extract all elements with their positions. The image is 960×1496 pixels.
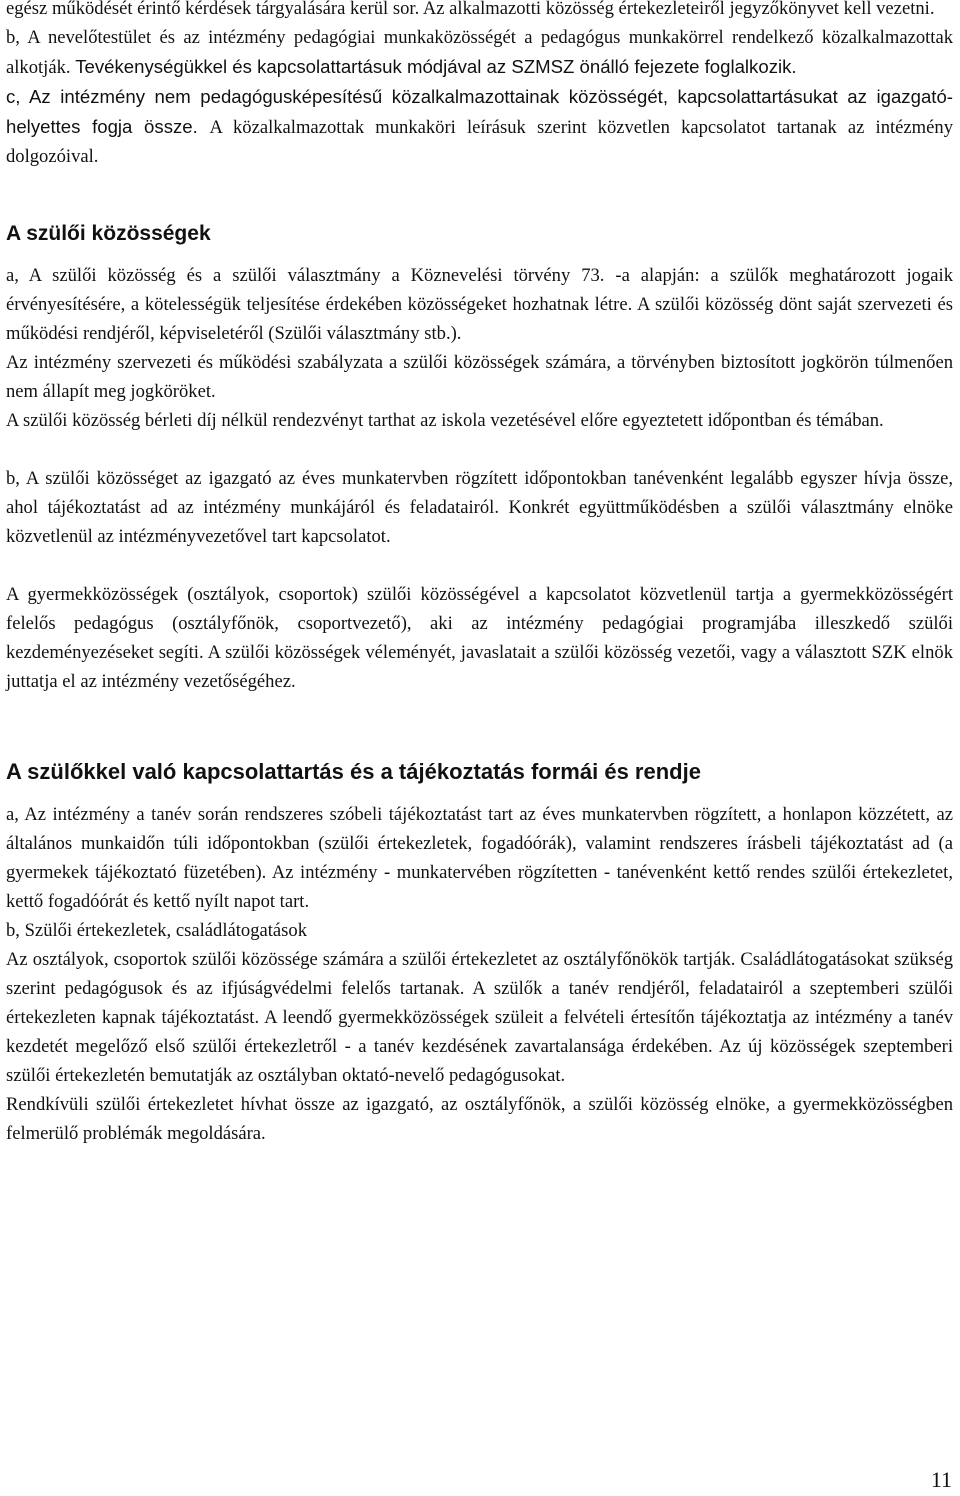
section1-paragraph-4: b, A szülői közösséget az igazgató az éves munkatervben rögzített időpontokban tanévenként legalább egyszer hívja össze, ahol tájékoztatást ad az intézmény munkájáról és feladatairól. Konkrét együttműködésben a szülői választmány elnöke közvetlenül az intézményvezetővel tart kapcsolatot. — [6, 468, 953, 547]
intro-paragraph-3 — [6, 82, 953, 171]
paragraph-gap — [6, 551, 953, 580]
intro-paragraph-2-part-a: b, A nevelőtestület és az intézmény pedagógiai munkaközösségét a pedagógus munkakörrel rendelkező közalkalmazottak alkotják. — [6, 27, 953, 78]
section2-paragraph-3: Az osztályok, csoportok szülői közössége számára a szülői értekezletet az osztályfőnökök tartják. Családlátogatásokat szükség szerint pedagógusok és az ifjúságvédelmi felelős tartanak. A szülők a tanév rendjéről, feladatairól a szeptemberi szülői értekezleten kapnak tájékoztatást. A leendő gyermekközösségek szüleit a felvételi értesítőn tájékoztatja az intézmény a tanév kezdetét megelőző első szülői értekezletről - a tanév kezdésének zavartalansága érdekében. Az új közösségek szeptemberi szülői értekezletén bemutatják az osztályban oktató-nevelő pedagógusokat. — [6, 949, 953, 1086]
section2-paragraph-2: b, Szülői értekezletek, családlátogatások — [6, 920, 307, 941]
section1-paragraph-1-part-b: -a alapján: a szülők meghatározott jogaik érvényesítésére, a kötelességük teljesítése érdekében közösségeket hozhatnak létre. A szülői közösség dönt saját szervezeti és működési rendjéről, képviseletéről (Szülői választmány stb.). — [6, 265, 953, 344]
intro-paragraph-2 — [6, 23, 953, 82]
intro-paragraph-3-part-b: A közalkalmazottak munkaköri leírásuk szerint közvetlen kapcsolatot tartanak az intézmény dolgozóival. — [6, 117, 953, 167]
section2-paragraph-4: Rendkívüli szülői értekezletet hívhat össze az igazgató, az osztályfőnök, a szülői közösség elnöke, a gyermekközösségben felmerülő problémák megoldására. — [6, 1094, 953, 1144]
section1-paragraph-1-part-a: a, A szülői közösség és a szülői választmány a Köznevelési törvény 73. — [6, 265, 616, 286]
section1-paragraph-1 — [6, 261, 953, 348]
section1-paragraph-5: A gyermekközösségek (osztályok, csoportok) szülői közösségével a kapcsolatot közvetlenül tartja a gyermekközösségért felelős pedagógus (osztályfőnök, csoportvezető), aki az intézmény pedagógiai programjába illeszkedő szülői kezdeményezéseket segíti. A szülői közösségek véleményét, javaslatait a szülői közösség vezetői, vagy a választott SZK elnök juttatja el az intézmény vezetőségéhez. — [6, 584, 953, 692]
section1-paragraph-3: A szülői közösség bérleti díj nélkül rendezvényt tarthat az iskola vezetésével előre egyeztetett időpontban és témában. — [6, 410, 884, 431]
section2-paragraph-1: a, Az intézmény a tanév során rendszeres szóbeli tájékoztatást tart az éves munkatervben rögzített, a honlapon közzétett, az általános munkaidőn túli időpontokban (szülői értekezletek, fogadóórák), valamint rendszeres írásbeli tájékoztatást ad (a gyermekek tájékoztató füzetében). Az intézmény - munkatervében rögzítetten - tanévenként kettő rendes szülői értekezletet, kettő fogadóórát és kettő nyílt napot tart. — [6, 804, 953, 912]
section-heading-kapcsolattartas: A szülőkkel való kapcsolattartás és a tájékoztatás formái és rendje — [6, 759, 701, 784]
intro-paragraph-3-part-a: c, Az intézmény nem pedagógusképesítésű közalkalmazottainak közösségét, kapcsolattartásukat az igazgató-helyettes fogja össze. — [6, 86, 953, 137]
intro-paragraph-2-part-b: Tevékenységükkel és kapcsolattartásuk módjával az SZMSZ önálló fejezete foglalkozik. — [75, 56, 797, 77]
section-heading-szuloi-kozossegek: A szülői közösségek — [6, 222, 211, 245]
paragraph-gap — [6, 435, 953, 464]
section1-paragraph-2: Az intézmény szervezeti és működési szabályzata a szülői közösségek számára, a törvényben biztosított jogkörön túlmenően nem állapít meg jogköröket. — [6, 352, 953, 402]
page-number: 11 — [930, 1467, 952, 1492]
intro-paragraph-1: egész működését érintő kérdések tárgyalására kerül sor. Az alkalmazotti közösség értekezleteiről jegyzőkönyvet kell vezetni. — [6, 0, 935, 19]
